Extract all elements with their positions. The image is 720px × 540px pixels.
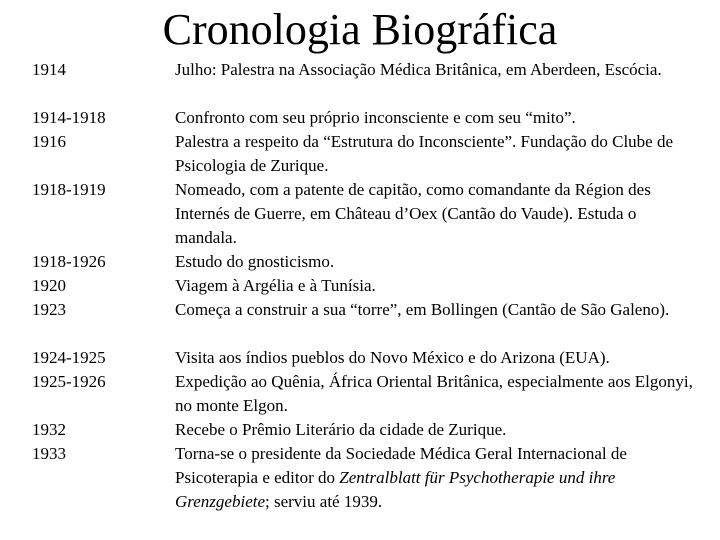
entry-year: 1916 xyxy=(32,132,66,151)
entry-year: 1920 xyxy=(32,276,66,295)
journal-title: Zentralblatt für Psychotherapie und ihre Grenzgebiete xyxy=(175,468,616,511)
entry-text: Estudo do gnosticismo. xyxy=(175,252,335,271)
entry-year: 1914-1918 xyxy=(32,108,106,127)
entry-text: Confronto com seu próprio inconsciente e com seu “mito”. xyxy=(175,108,576,127)
entry-text: Expedição ao Quênia, África Oriental Britânica, especialmente aos Elgonyi, no monte Elgon. xyxy=(175,372,693,415)
entry-year: 1918-1919 xyxy=(32,180,106,199)
entry-text: Nomeado, com a patente de capitão, como comandante da Région des Internés de Guerre, em Château d’Oex (Cantão do Vaude). Estuda o mandala. xyxy=(175,180,651,247)
entry-text: Visita aos índios pueblos do Novo México e do Arizona (EUA). xyxy=(175,348,610,367)
entry-year: 1924-1925 xyxy=(32,348,106,367)
page-title: Cronologia Biográfica xyxy=(162,5,558,54)
entry-text-tail: ; serviu até 1939. xyxy=(265,492,383,511)
entry-text: Viagem à Argélia e à Tunísia. xyxy=(175,276,376,295)
entry-year: 1923 xyxy=(32,300,66,319)
entry-year: 1932 xyxy=(32,420,66,439)
entry-text: Julho: Palestra na Associação Médica Britânica, em Aberdeen, Escócia. xyxy=(175,60,662,79)
entry-text xyxy=(175,442,695,514)
entry-year: 1933 xyxy=(32,444,66,463)
entry-year: 1914 xyxy=(32,60,66,79)
entry-year: 1925-1926 xyxy=(32,372,106,391)
entry-text: Palestra a respeito da “Estrutura do Inconsciente”. Fundação do Clube de Psicologia de Zurique. xyxy=(175,132,674,175)
entry-year: 1918-1926 xyxy=(32,252,106,271)
entry-text-plain: Torna-se o presidente da Sociedade Médica Geral Internacional de Psicoterapia e editor do xyxy=(175,444,627,487)
entry-text: Começa a construir a sua “torre”, em Bollingen (Cantão de São Galeno). xyxy=(175,300,670,319)
entry-text: Recebe o Prêmio Literário da cidade de Zurique. xyxy=(175,420,507,439)
